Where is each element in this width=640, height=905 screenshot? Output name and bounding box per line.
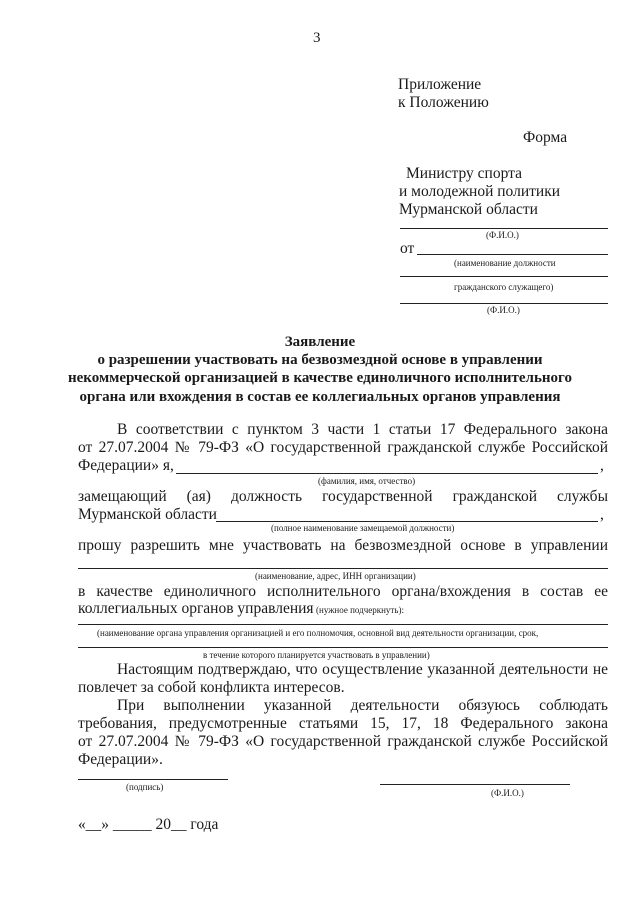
p6-line-4: Федерации». — [78, 751, 163, 768]
date-line: «__» _____ 20__ года — [78, 816, 219, 833]
servant-caption: гражданского служащего) — [454, 282, 554, 292]
title-line-1: Заявление — [284, 334, 356, 350]
appendix-line-2: к Положению — [398, 94, 489, 111]
body-line-2 — [78, 647, 608, 648]
p1-line-1: В соответствии с пунктом 3 части 1 статьи 17 Федерального закона — [117, 421, 608, 438]
title-line-3: некоммерческой организацией в качестве единоличного исполнительного — [67, 370, 572, 386]
addressee-line-3: Мурманской области — [399, 201, 538, 218]
p4-line-1: в качестве единоличного исполнительного органа/вхождения в состав ее — [78, 583, 608, 600]
form-label: Форма — [523, 129, 568, 146]
from-line — [417, 254, 608, 255]
signature-fio-caption: (Ф.И.О.) — [491, 788, 524, 798]
fio-top-line — [400, 228, 608, 229]
period-caption: в течение которого планируется участвовать в управлении) — [203, 650, 430, 660]
position-full-caption: (полное наименование замещаемой должности) — [271, 523, 455, 533]
position-caption: (наименование должности — [454, 258, 556, 268]
p5-line-1: Настоящим подтверждаю, что осуществление указанной деятельности не — [117, 661, 608, 678]
p1-line-2: от 27.07.2004 № 79-ФЗ «О государственной гражданской службе Российской — [78, 439, 608, 456]
appendix-line-1: Приложение — [398, 76, 482, 93]
position-full-line — [216, 521, 598, 522]
signature-fio-line — [380, 784, 570, 785]
title-line-4: органа или вхождения в состав ее коллегиальных органов управления — [79, 389, 561, 405]
org-line — [78, 568, 608, 569]
signature-caption: (подпись) — [126, 782, 164, 792]
p5-line-2: повлечет за собой конфликта интересов. — [78, 679, 345, 696]
p6-line-3: от 27.07.2004 № 79-ФЗ «О государственной гражданской службе Российской — [78, 733, 608, 750]
comma-2: , — [600, 506, 604, 523]
p6-line-1: При выполнении указанной деятельности обязуюсь соблюдать — [117, 697, 608, 714]
name-caption: (фамилия, имя, отчество) — [318, 476, 416, 486]
addressee-line-2: и молодежной политики — [399, 183, 561, 200]
page-number: 3 — [313, 30, 321, 46]
p2-line-1: замещающий (ая) должность государственной гражданской службы — [78, 488, 608, 505]
position-line — [400, 276, 608, 277]
body-line-1 — [78, 624, 608, 625]
body-caption: (наименование органа управления организацией и его полномочия, основной вид деятельности организации, срок, — [97, 628, 539, 638]
comma-1: , — [600, 457, 604, 474]
signature-line — [78, 779, 228, 780]
from-prefix: от — [400, 240, 415, 257]
p3-line-1: прошу разрешить мне участвовать на безвозмездной основе в управлении — [78, 537, 608, 554]
org-caption: (наименование, адрес, ИНН организации) — [255, 571, 416, 581]
p4-hint: (нужное подчеркнуть): — [316, 605, 404, 615]
fio-top-caption: (Ф.И.О.) — [486, 230, 519, 240]
fio-bottom-caption: (Ф.И.О.) — [487, 305, 520, 315]
name-line — [176, 473, 598, 474]
fio-bottom-line — [400, 303, 608, 304]
p6-line-2: требования, предусмотренные статьями 15, 17, 18 Федерального закона — [78, 715, 608, 732]
title-line-2: о разрешении участвовать на безвозмездной основе в управлении — [97, 352, 543, 368]
p4-line-2: коллегиальных органов управления — [78, 600, 314, 617]
p1-line-3: Федерации» я, — [78, 457, 174, 474]
p2-line-2: Мурманской области — [78, 506, 217, 523]
addressee-line-1: Министру спорта — [406, 165, 522, 182]
